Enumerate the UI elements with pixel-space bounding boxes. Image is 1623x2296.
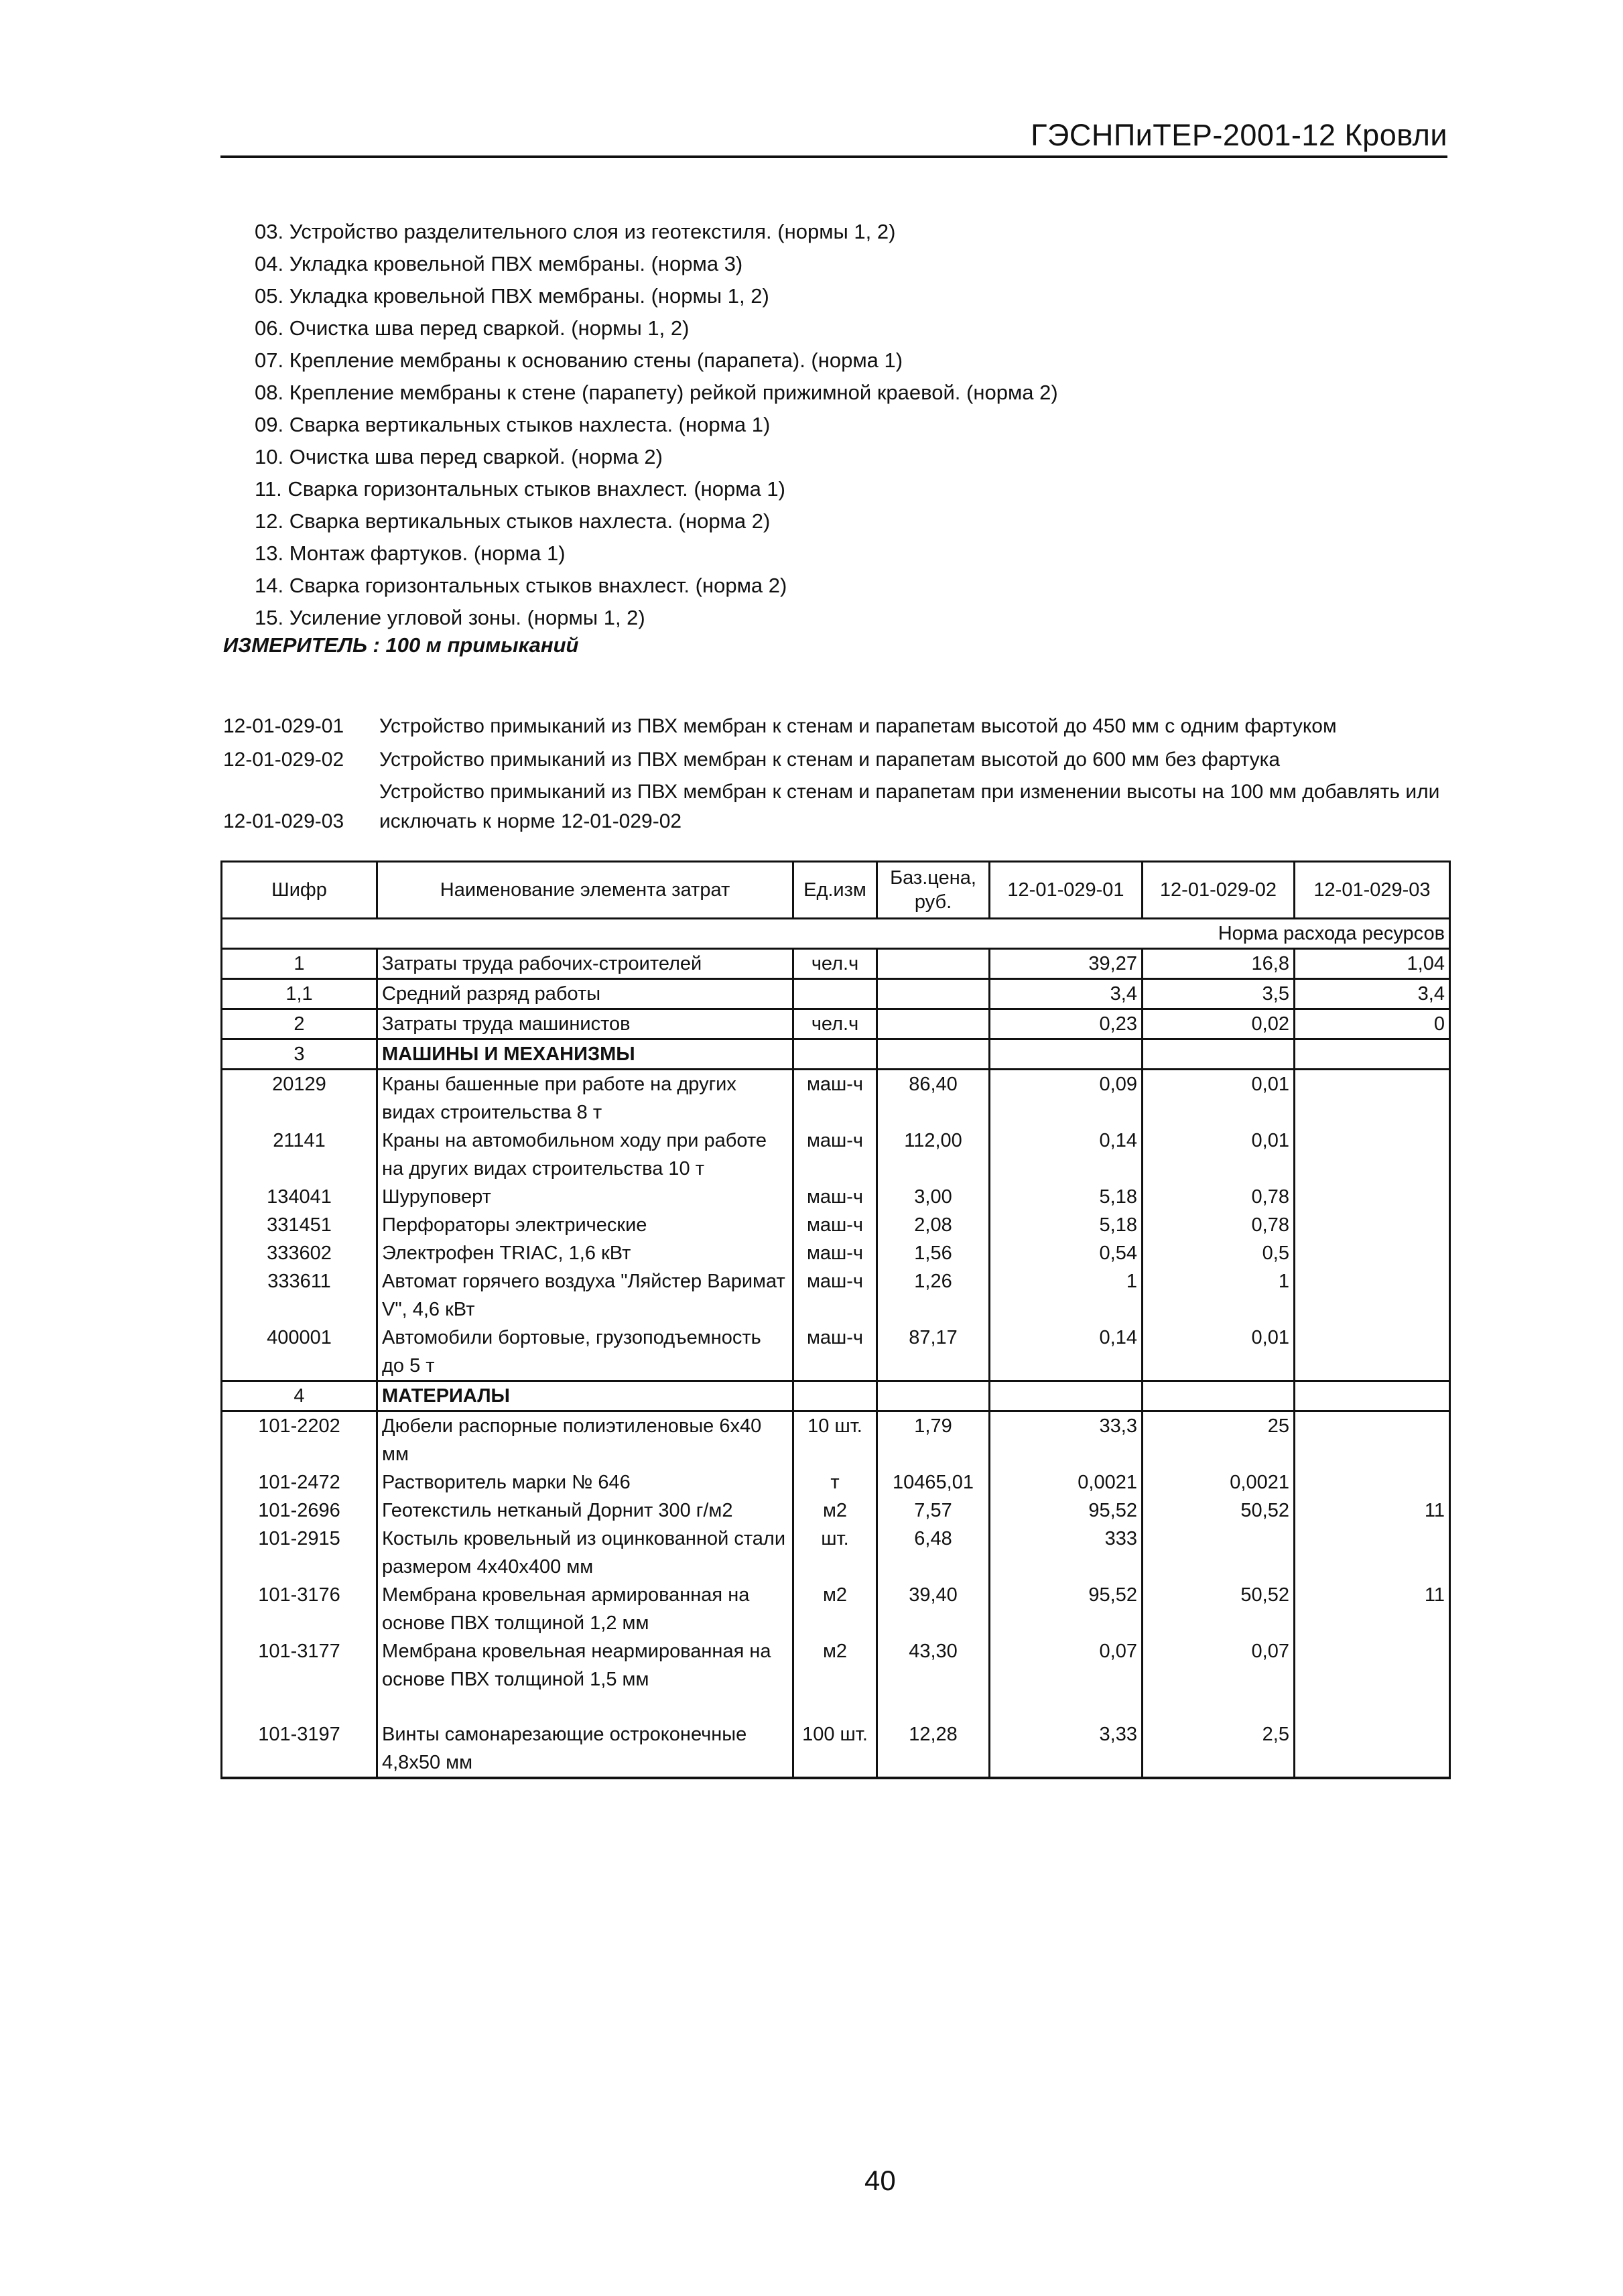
norm-code: 12-01-029-02 bbox=[223, 749, 344, 771]
col-header-price: Баз.цена, руб. bbox=[877, 862, 990, 919]
cell-norm-1: 39,27 bbox=[990, 949, 1143, 979]
cell-code: 333602 bbox=[222, 1239, 377, 1267]
cell-price: 6,48 bbox=[877, 1525, 990, 1581]
cell-norm-1: 0,54 bbox=[990, 1239, 1143, 1267]
cell-norm-1: 5,18 bbox=[990, 1183, 1143, 1211]
cell-name: Электрофен TRIAC, 1,6 кВт bbox=[377, 1239, 793, 1267]
cell-norm-1: 0,14 bbox=[990, 1127, 1143, 1183]
table-row bbox=[222, 1468, 1450, 1496]
cell-code: 20129 bbox=[222, 1070, 377, 1127]
cell-code: 101-2915 bbox=[222, 1525, 377, 1581]
cell-norm-3 bbox=[1295, 1211, 1450, 1239]
cell-unit: чел.ч bbox=[793, 949, 877, 979]
cell-price: 86,40 bbox=[877, 1070, 990, 1127]
cell-price: 7,57 bbox=[877, 1496, 990, 1525]
cell-unit: маш-ч bbox=[793, 1267, 877, 1324]
operations-list bbox=[255, 216, 1058, 634]
table-row bbox=[222, 1239, 1450, 1267]
operation-item: 05. Укладка кровельной ПВХ мембраны. (нормы 1, 2) bbox=[255, 284, 769, 308]
table-row bbox=[222, 1324, 1450, 1381]
operation-item: 13. Монтаж фартуков. (норма 1) bbox=[255, 541, 566, 565]
cell-code: 101-2696 bbox=[222, 1496, 377, 1525]
cell-norm-3 bbox=[1295, 1127, 1450, 1183]
col-header-code: Шифр bbox=[222, 862, 377, 919]
cell-norm-3 bbox=[1295, 1411, 1450, 1469]
cell-code: 101-3176 bbox=[222, 1581, 377, 1637]
cell-price: 43,30 bbox=[877, 1637, 990, 1694]
table-row bbox=[222, 1496, 1450, 1525]
cell-name: Автомобили бортовые, грузоподъемность до 5 т bbox=[377, 1324, 793, 1381]
cell-unit: м2 bbox=[793, 1637, 877, 1694]
table-row bbox=[222, 1637, 1450, 1694]
section-row-materials bbox=[222, 1381, 1450, 1411]
norm-description: Устройство примыканий из ПВХ мембран к стенам и парапетам при изменении высоты на 100 мм добавлять или исключать к норме 12-01-029-02 bbox=[379, 781, 1440, 832]
cell-norm-3 bbox=[1295, 1039, 1450, 1070]
cell-code: 101-2472 bbox=[222, 1468, 377, 1496]
cell-norm-2: 0,07 bbox=[1143, 1637, 1295, 1694]
cell-code: 331451 bbox=[222, 1211, 377, 1239]
cell-norm-3 bbox=[1295, 1381, 1450, 1411]
cell-code: 101-2202 bbox=[222, 1411, 377, 1469]
table-row bbox=[222, 1009, 1450, 1039]
table-row bbox=[222, 1211, 1450, 1239]
cell-price: 3,00 bbox=[877, 1183, 990, 1211]
operation-item: 04. Укладка кровельной ПВХ мембраны. (норма 3) bbox=[255, 252, 743, 275]
cell-norm-2 bbox=[1143, 1039, 1295, 1070]
cell-price: 10465,01 bbox=[877, 1468, 990, 1496]
cell-name: Винты самонарезающие остроконечные 4,8x50 мм bbox=[377, 1720, 793, 1778]
table-row bbox=[222, 949, 1450, 979]
cell-norm-2: 0,01 bbox=[1143, 1070, 1295, 1127]
operation-item: 03. Устройство разделительного слоя из геотекстиля. (нормы 1, 2) bbox=[255, 220, 896, 243]
cell-norm-2: 50,52 bbox=[1143, 1496, 1295, 1525]
norm-code: 12-01-029-01 bbox=[223, 715, 344, 737]
cell-unit: 10 шт. bbox=[793, 1411, 877, 1469]
cell-norm-3: 0 bbox=[1295, 1009, 1450, 1039]
section-row-machines bbox=[222, 1039, 1450, 1070]
cell-name: Затраты труда рабочих-строителей bbox=[377, 949, 793, 979]
cell-unit: маш-ч bbox=[793, 1211, 877, 1239]
table-row bbox=[222, 1411, 1450, 1469]
cell-unit: м2 bbox=[793, 1496, 877, 1525]
cell-norm-1: 3,33 bbox=[990, 1720, 1143, 1778]
cell-code: 101-3177 bbox=[222, 1637, 377, 1694]
cell-norm-2: 2,5 bbox=[1143, 1720, 1295, 1778]
cell-norm-1: 95,52 bbox=[990, 1581, 1143, 1637]
cell-unit: маш-ч bbox=[793, 1070, 877, 1127]
cell-norm-3: 1,04 bbox=[1295, 949, 1450, 979]
cell-price bbox=[877, 1039, 990, 1070]
table-row bbox=[222, 1183, 1450, 1211]
table-header-row bbox=[222, 862, 1450, 919]
table-row bbox=[222, 1267, 1450, 1324]
norms-list bbox=[223, 712, 1449, 836]
cell-name: Краны башенные при работе на других видах строительства 8 т bbox=[377, 1070, 793, 1127]
cell-code: 101-3197 bbox=[222, 1720, 377, 1778]
cell-price bbox=[877, 1009, 990, 1039]
cell-norm-3: 3,4 bbox=[1295, 979, 1450, 1009]
cell-price: 39,40 bbox=[877, 1581, 990, 1637]
cell-norm-1 bbox=[990, 1039, 1143, 1070]
operation-item: 14. Сварка горизонтальных стыков внахлест. (норма 2) bbox=[255, 574, 787, 597]
cell-unit: т bbox=[793, 1468, 877, 1496]
cell-unit: шт. bbox=[793, 1525, 877, 1581]
cell-price bbox=[877, 979, 990, 1009]
cell-norm-2: 0,01 bbox=[1143, 1127, 1295, 1183]
table-row bbox=[222, 1070, 1450, 1127]
cell-price: 112,00 bbox=[877, 1127, 990, 1183]
cell-code: 4 bbox=[222, 1381, 377, 1411]
cell-norm-3 bbox=[1295, 1720, 1450, 1778]
col-header-unit: Ед.изм bbox=[793, 862, 877, 919]
cell-code: 1 bbox=[222, 949, 377, 979]
cell-norm-2 bbox=[1143, 1381, 1295, 1411]
cell-unit bbox=[793, 1381, 877, 1411]
cell-price: 1,26 bbox=[877, 1267, 990, 1324]
cell-name: Средний разряд работы bbox=[377, 979, 793, 1009]
cell-unit: маш-ч bbox=[793, 1183, 877, 1211]
cell-name: Затраты труда машинистов bbox=[377, 1009, 793, 1039]
operation-item: 07. Крепление мембраны к основанию стены (парапета). (норма 1) bbox=[255, 348, 903, 372]
cell-norm-1: 0,23 bbox=[990, 1009, 1143, 1039]
cell-code: 21141 bbox=[222, 1127, 377, 1183]
cell-norm-3 bbox=[1295, 1324, 1450, 1381]
cell-norm-2: 25 bbox=[1143, 1411, 1295, 1469]
cell-norm-3 bbox=[1295, 1637, 1450, 1694]
operation-item: 12. Сварка вертикальных стыков нахлеста. (норма 2) bbox=[255, 509, 771, 533]
cell-price bbox=[877, 949, 990, 979]
cell-norm-1: 95,52 bbox=[990, 1496, 1143, 1525]
cell-name: Шуруповерт bbox=[377, 1183, 793, 1211]
resource-table bbox=[220, 860, 1451, 1779]
table-row bbox=[222, 1127, 1450, 1183]
cell-name: Костыль кровельный из оцинкованной стали размером 4x40x400 мм bbox=[377, 1525, 793, 1581]
col-header-norm-3: 12-01-029-03 bbox=[1295, 862, 1450, 919]
cell-norm-2: 0,5 bbox=[1143, 1239, 1295, 1267]
cell-norm-3 bbox=[1295, 1183, 1450, 1211]
table-row bbox=[222, 979, 1450, 1009]
cell-price bbox=[877, 1381, 990, 1411]
header-rule bbox=[220, 155, 1447, 158]
cell-norm-2: 50,52 bbox=[1143, 1581, 1295, 1637]
table-row bbox=[222, 1525, 1450, 1581]
cell-norm-2: 0,01 bbox=[1143, 1324, 1295, 1381]
cell-norm-2 bbox=[1143, 1525, 1295, 1581]
cell-norm-1: 33,3 bbox=[990, 1411, 1143, 1469]
cell-code: 333611 bbox=[222, 1267, 377, 1324]
cell-norm-1: 0,07 bbox=[990, 1637, 1143, 1694]
spacer-row bbox=[222, 1694, 1450, 1720]
measure-unit: ИЗМЕРИТЕЛЬ : 100 м примыканий bbox=[223, 633, 579, 657]
operation-item: 08. Крепление мембраны к стене (парапету) рейкой прижимной краевой. (норма 2) bbox=[255, 381, 1058, 404]
cell-norm-1: 333 bbox=[990, 1525, 1143, 1581]
page-number: 40 bbox=[864, 2165, 896, 2196]
operation-item: 11. Сварка горизонтальных стыков внахлест. (норма 1) bbox=[255, 477, 785, 501]
cell-name: Геотекстиль нетканый Дорнит 300 г/м2 bbox=[377, 1496, 793, 1525]
cell-unit bbox=[793, 1039, 877, 1070]
col-header-norm-1: 12-01-029-01 bbox=[990, 862, 1143, 919]
operation-item: 06. Очистка шва перед сваркой. (нормы 1, 2) bbox=[255, 316, 690, 340]
cell-unit: маш-ч bbox=[793, 1127, 877, 1183]
cell-norm-2: 3,5 bbox=[1143, 979, 1295, 1009]
norm-entry bbox=[223, 777, 1449, 836]
cell-name: Перфораторы электрические bbox=[377, 1211, 793, 1239]
cell-norm-2: 0,78 bbox=[1143, 1211, 1295, 1239]
cell-name: Растворитель марки № 646 bbox=[377, 1468, 793, 1496]
cell-code: 400001 bbox=[222, 1324, 377, 1381]
cell-norm-3 bbox=[1295, 1239, 1450, 1267]
cell-norm-3: 11 bbox=[1295, 1581, 1450, 1637]
norm-caption-row bbox=[222, 919, 1450, 949]
cell-norm-1: 0,09 bbox=[990, 1070, 1143, 1127]
table-row bbox=[222, 1581, 1450, 1637]
cell-code: 1,1 bbox=[222, 979, 377, 1009]
section-title: МАШИНЫ И МЕХАНИЗМЫ bbox=[377, 1039, 793, 1070]
cell-norm-2: 0,78 bbox=[1143, 1183, 1295, 1211]
cell-norm-1: 0,14 bbox=[990, 1324, 1143, 1381]
cell-norm-3 bbox=[1295, 1070, 1450, 1127]
cell-norm-2: 16,8 bbox=[1143, 949, 1295, 979]
cell-norm-3 bbox=[1295, 1267, 1450, 1324]
cell-name: Дюбели распорные полиэтиленовые 6x40 мм bbox=[377, 1411, 793, 1469]
cell-name: Мембрана кровельная неармированная на основе ПВХ толщиной 1,5 мм bbox=[377, 1637, 793, 1694]
norm-description: Устройство примыканий из ПВХ мембран к стенам и парапетам высотой до 450 мм с одним фартуком bbox=[379, 715, 1337, 737]
running-header-title: ГЭСНПиТЕР-2001-12 Кровли bbox=[1031, 118, 1447, 152]
cell-name: Автомат горячего воздуха "Ляйстер Варимат V", 4,6 кВт bbox=[377, 1267, 793, 1324]
table-row bbox=[222, 1720, 1450, 1778]
cell-unit: чел.ч bbox=[793, 1009, 877, 1039]
cell-norm-1: 0,0021 bbox=[990, 1468, 1143, 1496]
cell-norm-1: 5,18 bbox=[990, 1211, 1143, 1239]
cell-code: 3 bbox=[222, 1039, 377, 1070]
col-header-name: Наименование элемента затрат bbox=[377, 862, 793, 919]
cell-norm-1: 1 bbox=[990, 1267, 1143, 1324]
cell-unit: 100 шт. bbox=[793, 1720, 877, 1778]
cell-norm-1: 3,4 bbox=[990, 979, 1143, 1009]
cell-code: 2 bbox=[222, 1009, 377, 1039]
norm-code: 12-01-029-03 bbox=[223, 810, 344, 832]
cell-norm-3 bbox=[1295, 1468, 1450, 1496]
norm-description: Устройство примыканий из ПВХ мембран к стенам и парапетам высотой до 600 мм без фартука bbox=[379, 749, 1281, 771]
cell-norm-2: 0,02 bbox=[1143, 1009, 1295, 1039]
cell-unit: м2 bbox=[793, 1581, 877, 1637]
cell-norm-2: 1 bbox=[1143, 1267, 1295, 1324]
cell-unit bbox=[793, 979, 877, 1009]
cell-unit: маш-ч bbox=[793, 1324, 877, 1381]
cell-price: 2,08 bbox=[877, 1211, 990, 1239]
cell-price: 87,17 bbox=[877, 1324, 990, 1381]
norm-caption: Норма расхода ресурсов bbox=[222, 919, 1450, 949]
cell-unit: маш-ч bbox=[793, 1239, 877, 1267]
norm-entry bbox=[223, 745, 1449, 775]
section-title: МАТЕРИАЛЫ bbox=[377, 1381, 793, 1411]
cell-price: 1,56 bbox=[877, 1239, 990, 1267]
operation-item: 09. Сварка вертикальных стыков нахлеста. (норма 1) bbox=[255, 413, 771, 436]
operation-item: 10. Очистка шва перед сваркой. (норма 2) bbox=[255, 445, 663, 468]
norm-entry bbox=[223, 712, 1449, 741]
cell-norm-1 bbox=[990, 1381, 1143, 1411]
col-header-norm-2: 12-01-029-02 bbox=[1143, 862, 1295, 919]
cell-price: 12,28 bbox=[877, 1720, 990, 1778]
operation-item: 15. Усиление угловой зоны. (нормы 1, 2) bbox=[255, 606, 645, 629]
cell-code: 134041 bbox=[222, 1183, 377, 1211]
cell-name: Краны на автомобильном ходу при работе на других видах строительства 10 т bbox=[377, 1127, 793, 1183]
cell-norm-2: 0,0021 bbox=[1143, 1468, 1295, 1496]
cell-norm-3 bbox=[1295, 1525, 1450, 1581]
cell-norm-3: 11 bbox=[1295, 1496, 1450, 1525]
cell-price: 1,79 bbox=[877, 1411, 990, 1469]
cell-name: Мембрана кровельная армированная на основе ПВХ толщиной 1,2 мм bbox=[377, 1581, 793, 1637]
